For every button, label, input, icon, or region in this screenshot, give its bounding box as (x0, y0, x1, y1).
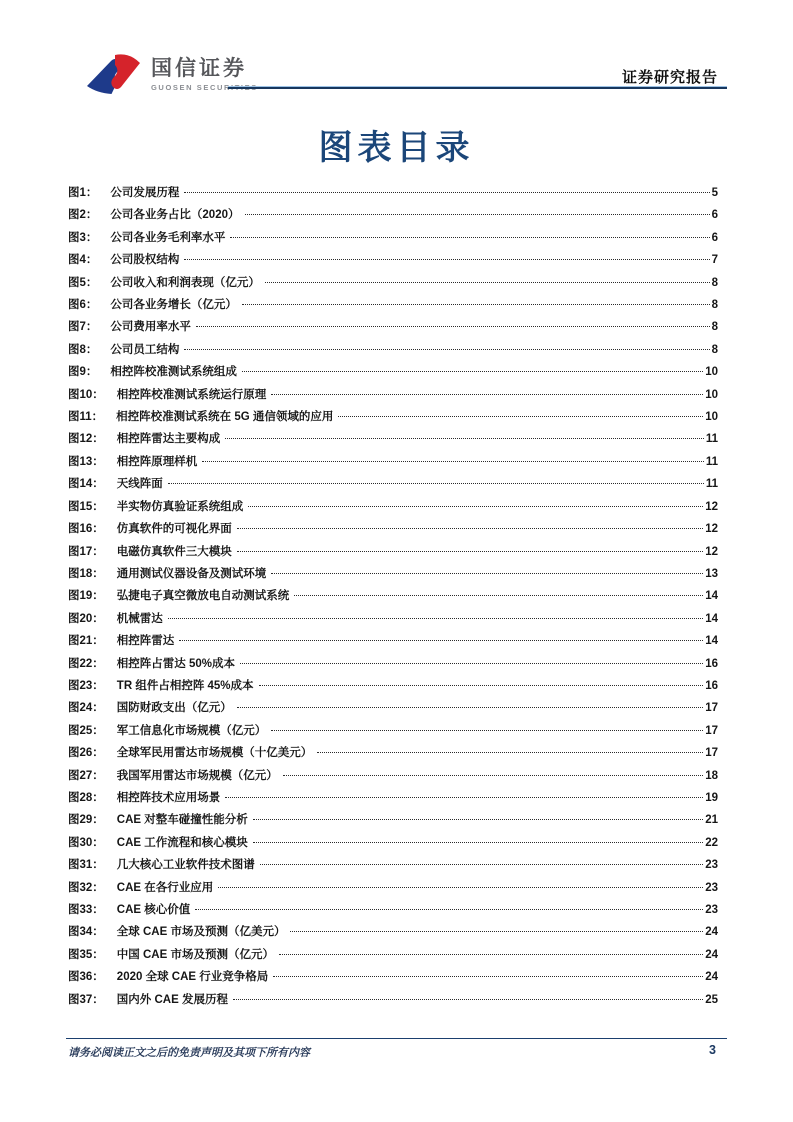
toc-entry-label: 图37： (68, 993, 104, 1006)
toc-entry-page: 12 (705, 523, 718, 536)
toc-entry-page: 22 (705, 836, 718, 849)
toc-entry-title: 弘捷电子真空微放电自动测试系统 (116, 590, 290, 603)
toc-entry-page: 5 (711, 187, 718, 199)
toc-entry[interactable] (68, 765, 718, 787)
toc-entry[interactable] (68, 966, 718, 988)
toc-entry[interactable] (68, 294, 718, 316)
toc-entry-page: 18 (705, 769, 718, 782)
toc-entry[interactable] (68, 227, 718, 249)
toc-entry-title: 相控阵雷达主要构成 (116, 433, 221, 446)
toc-entry-label: 图21： (68, 635, 104, 648)
toc-entry[interactable] (68, 428, 718, 450)
toc-entry-title: 相控阵校准测试系统运行原理 (116, 388, 267, 401)
footer-disclaimer: 请务必阅读正文之后的免责声明及其项下所有内容 (68, 1047, 310, 1059)
toc-entry-page: 10 (705, 411, 718, 424)
toc-entry-label: 图32： (68, 881, 104, 894)
toc-entry-title: 几大核心工业软件技术图谱 (116, 859, 255, 872)
toc-entry-page: 11 (705, 455, 718, 468)
toc-entry[interactable] (68, 944, 718, 966)
toc-entry[interactable] (68, 787, 718, 809)
toc-entry[interactable] (68, 451, 718, 473)
guosen-logo-icon (84, 52, 142, 98)
toc-entry[interactable] (68, 630, 718, 652)
toc-entry[interactable] (68, 608, 718, 630)
toc-entry[interactable] (68, 249, 718, 271)
guosen-logo (84, 52, 258, 98)
toc-entry[interactable] (68, 832, 718, 854)
toc-entry-label: 图11： (68, 411, 104, 424)
toc-entry-label: 图14： (68, 478, 104, 491)
toc-entry[interactable] (68, 339, 718, 361)
toc-entry-title: CAE 工作流程和核心模块 (116, 836, 248, 849)
toc-entry[interactable] (68, 877, 718, 899)
toc-entry-page: 14 (705, 635, 718, 648)
toc-entry-label: 图6： (68, 299, 98, 312)
toc-entry-page: 6 (711, 209, 718, 222)
toc-entry-title: 公司员工结构 (110, 343, 180, 356)
toc-entry[interactable] (68, 496, 718, 518)
toc-entry-label: 图35： (68, 948, 104, 961)
toc-entry-label: 图19： (68, 590, 104, 603)
toc-entry-label: 图30： (68, 836, 104, 849)
toc-entry-page: 14 (705, 590, 718, 603)
toc-entry-label: 图15： (68, 500, 104, 513)
toc-entry-title: 公司收入和利润表现（亿元） (110, 276, 260, 289)
toc-entry-title: 电磁仿真软件三大模块 (116, 545, 232, 558)
toc-entry-page: 12 (705, 545, 718, 558)
toc-entry-title: 军工信息化市场规模（亿元） (116, 724, 267, 737)
toc-entry-title: 公司费用率水平 (110, 321, 191, 334)
toc-entry-label: 图8： (68, 343, 98, 356)
toc-entry-title: 国内外 CAE 发展历程 (116, 993, 228, 1006)
toc-entry-title: 全球军民用雷达市场规模（十亿美元） (116, 747, 313, 760)
toc-entry-label: 图25： (68, 724, 104, 737)
toc-entry-page: 24 (705, 948, 718, 961)
toc-entry-title: CAE 核心价值 (116, 904, 191, 916)
toc-entry[interactable] (68, 653, 718, 675)
toc-entry-page: 25 (705, 993, 718, 1006)
toc-entry-page: 12 (705, 500, 718, 513)
header-divider (228, 86, 727, 89)
toc-entry[interactable] (68, 473, 718, 495)
toc-entry[interactable] (68, 518, 718, 540)
toc-entry-title: 相控阵校准测试系统组成 (110, 366, 237, 379)
toc-entry-page: 21 (705, 814, 718, 827)
toc-entry-title: 公司股权结构 (110, 254, 180, 267)
toc-entry-title: 天线阵面 (116, 478, 163, 491)
toc-entry[interactable] (68, 742, 718, 764)
toc-entry-label: 图2： (68, 209, 98, 222)
toc-entry[interactable] (68, 809, 718, 831)
toc-entry-page: 16 (705, 657, 718, 670)
toc-entry-title: 相控阵校准测试系统在 5G 通信领域的应用 (116, 411, 334, 424)
toc-entry-title: TR 组件占相控阵 45%成本 (116, 679, 254, 692)
toc-entry[interactable] (68, 272, 718, 294)
toc-entry-page: 17 (705, 702, 718, 715)
figures-toc (68, 182, 718, 1011)
toc-entry-title: 通用测试仪器设备及测试环境 (116, 567, 267, 580)
toc-entry-label: 图16： (68, 523, 104, 536)
toc-entry-page: 10 (705, 366, 718, 379)
toc-entry-label: 图10： (68, 388, 104, 401)
toc-entry-label: 图13： (68, 455, 104, 468)
toc-entry-page: 8 (711, 321, 718, 334)
toc-entry-title: 相控阵原理样机 (116, 455, 198, 468)
toc-entry-page: 17 (705, 747, 718, 760)
toc-entry-page: 11 (705, 478, 718, 491)
toc-entry[interactable] (68, 921, 718, 943)
toc-entry[interactable] (68, 316, 718, 338)
toc-entry-page: 14 (705, 612, 718, 625)
toc-entry-title: 公司各业务占比（2020） (110, 209, 240, 222)
toc-entry-label: 图33： (68, 904, 104, 916)
toc-entry-page: 7 (711, 254, 718, 267)
brand-name-en: GUOSEN SECURITIES (151, 83, 258, 93)
toc-entry-page: 10 (705, 388, 718, 401)
toc-entry-title: 国防财政支出（亿元） (116, 702, 232, 715)
toc-entry-label: 图1： (68, 187, 98, 199)
toc-entry-title: 我国军用雷达市场规模（亿元） (116, 769, 278, 782)
toc-entry-label: 图3： (68, 231, 98, 244)
toc-entry-title: 公司各业务增长（亿元） (110, 299, 237, 312)
toc-entry-title: CAE 对整车碰撞性能分析 (116, 814, 248, 827)
toc-entry[interactable] (68, 899, 718, 921)
toc-entry-label: 图7： (68, 321, 98, 334)
toc-entry-page: 13 (705, 567, 718, 580)
toc-entry[interactable] (68, 720, 718, 742)
toc-entry-page: 8 (711, 343, 718, 356)
toc-entry-label: 图12： (68, 433, 104, 446)
toc-entry-page: 23 (705, 881, 718, 894)
toc-entry-title: CAE 在各行业应用 (116, 881, 214, 894)
toc-entry-title: 半实物仿真验证系统组成 (116, 500, 244, 513)
toc-entry-title: 仿真软件的可视化界面 (116, 523, 232, 536)
toc-entry[interactable] (68, 406, 718, 428)
toc-entry-label: 图20： (68, 612, 104, 625)
toc-entry-page: 16 (705, 679, 718, 692)
toc-entry[interactable] (68, 563, 718, 585)
toc-entry[interactable] (68, 675, 718, 697)
toc-entry-title: 公司各业务毛利率水平 (110, 231, 226, 244)
toc-entry-page: 24 (705, 926, 718, 939)
toc-entry[interactable] (68, 361, 718, 383)
footer-divider (66, 1038, 727, 1039)
toc-entry-title: 中国 CAE 市场及预测（亿元） (116, 948, 274, 961)
toc-entry-label: 图23： (68, 679, 104, 692)
toc-entry-title: 相控阵雷达 (116, 635, 175, 648)
toc-entry-label: 图24： (68, 702, 104, 715)
toc-entry-label: 图18： (68, 567, 104, 580)
toc-entry-label: 图34： (68, 926, 104, 939)
toc-entry-page: 23 (705, 859, 718, 872)
toc-entry[interactable] (68, 854, 718, 876)
toc-entry-page: 8 (711, 276, 718, 289)
toc-entry-page: 24 (705, 971, 718, 984)
toc-entry-title: 公司发展历程 (110, 187, 180, 199)
toc-entry-label: 图29： (68, 814, 104, 827)
toc-entry[interactable] (68, 989, 718, 1011)
toc-entry-page: 23 (705, 904, 718, 916)
toc-entry-label: 图36： (68, 971, 104, 984)
toc-entry-title: 相控阵占雷达 50%成本 (116, 657, 236, 670)
toc-entry-label: 图26： (68, 747, 104, 760)
toc-entry-label: 图22： (68, 657, 104, 670)
toc-entry-label: 图28： (68, 791, 104, 804)
toc-entry[interactable] (68, 204, 718, 226)
report-type-label: 证券研究报告 (621, 69, 718, 86)
page-title: 图表目录 (318, 129, 475, 167)
toc-entry-title: 相控阵技术应用场景 (116, 791, 221, 804)
toc-entry[interactable] (68, 541, 718, 563)
toc-entry-page: 6 (711, 231, 718, 244)
toc-entry-page: 19 (705, 791, 718, 804)
toc-entry-label: 图17： (68, 545, 104, 558)
toc-entry[interactable] (68, 384, 718, 406)
toc-entry-title: 机械雷达 (116, 612, 163, 625)
toc-entry-label: 图9： (68, 366, 98, 379)
toc-entry[interactable] (68, 697, 718, 719)
brand-name-cn: 国信证券 (151, 56, 247, 80)
toc-entry-label: 图5： (68, 276, 98, 289)
toc-entry[interactable] (68, 182, 718, 204)
toc-entry-title: 2020 全球 CAE 行业竞争格局 (116, 971, 269, 984)
toc-entry-page: 11 (705, 433, 718, 446)
toc-entry-title: 全球 CAE 市场及预测（亿美元） (116, 926, 286, 939)
toc-entry-label: 图27： (68, 769, 104, 782)
toc-entry-label: 图31： (68, 859, 104, 872)
toc-entry[interactable] (68, 585, 718, 607)
toc-entry-label: 图4： (68, 254, 98, 267)
toc-entry-page: 17 (705, 724, 718, 737)
footer-page-number: 3 (709, 1043, 716, 1057)
toc-entry-page: 8 (711, 299, 718, 312)
